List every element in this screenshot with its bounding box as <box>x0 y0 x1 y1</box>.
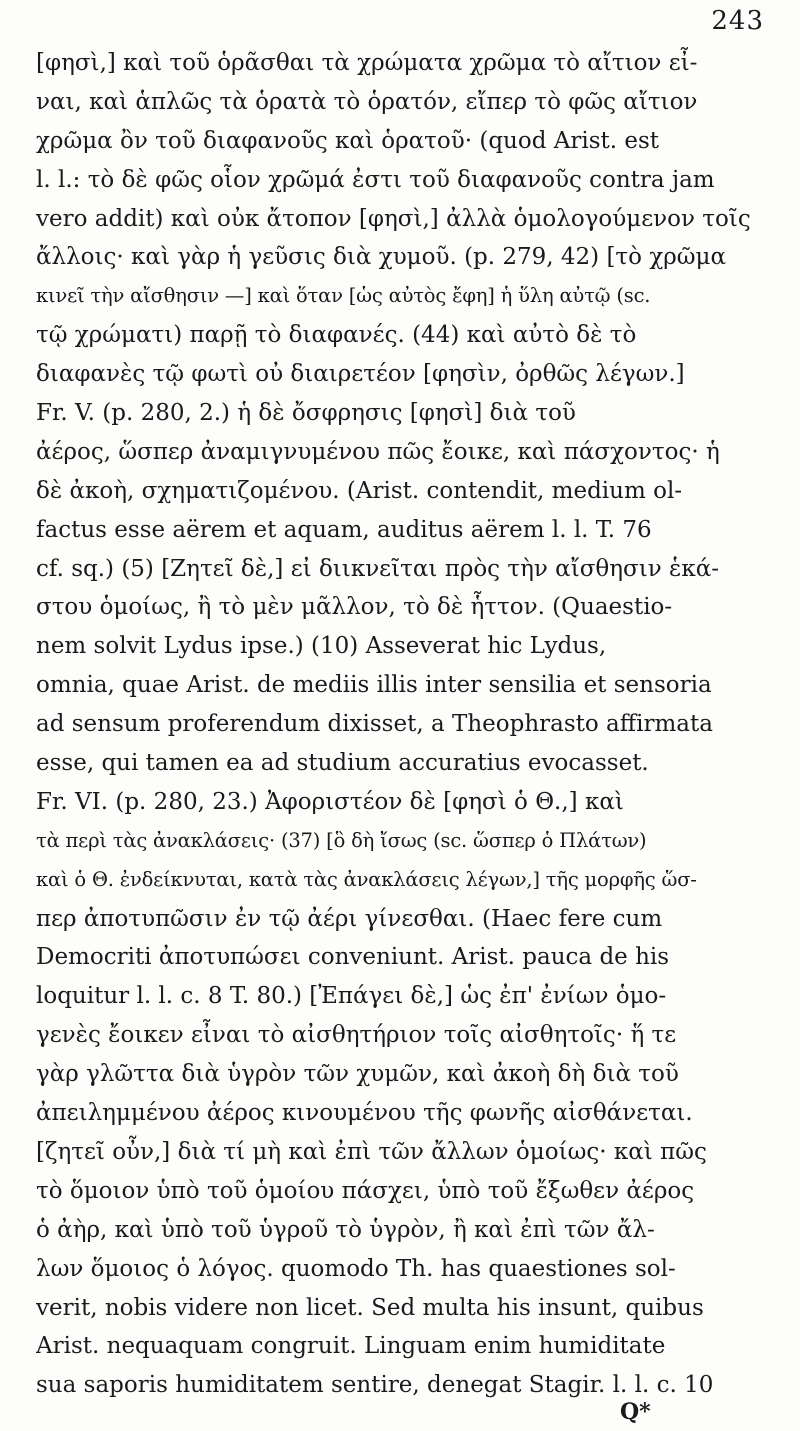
text-line: περ ἀποτυπῶσιν ἐν τῷ ἀέρι γίνεσθαι. (Haec fere cum <box>36 905 663 932</box>
text-line: Fr. VI. (p. 280, 23.) Ἀφοριστέον δὲ [φησὶ ὁ Θ.,] καὶ <box>36 788 624 815</box>
text-line: Arist. nequaquam congruit. Linguam enim humiditate <box>36 1333 666 1360</box>
text-line: l. l.: τὸ δὲ φῶς οἷον χρῶμά ἐστι τοῦ διαφανοῦς contra jam <box>36 166 715 193</box>
text-line: Fr. V. (p. 280, 2.) ἡ δὲ ὄσφρησις [φησὶ] διὰ τοῦ <box>36 400 576 427</box>
text-line: ἀέρος, ὥσπερ ἀναμιγνυμένου πῶς ἔοικε, καὶ πάσχοντος· ἡ <box>36 438 720 465</box>
text-line: γενὲς ἔοικεν εἶναι τὸ αἰσθητήριον τοῖς αἰσθητοῖς· ἥ τε <box>36 1022 677 1049</box>
text-line: ναι, καὶ ἁπλῶς τὰ ὁρατὰ τὸ ὁρατόν, εἴπερ τὸ φῶς αἴτιον <box>36 88 698 115</box>
text-line: διαφανὲς τῷ φωτὶ οὐ διαιρετέον [φησὶν, ὀρθῶς λέγων.] <box>36 361 685 388</box>
text-line: δὲ ἀκοὴ, σχηματιζομένου. (Arist. contendit, medium ol- <box>36 477 683 504</box>
text-line: στου ὁμοίως, ἢ τὸ μὲν μᾶλλον, τὸ δὲ ἧττον. (Quaestio- <box>36 594 673 621</box>
text-line: esse, qui tamen ea ad studium accuratius evocasset. <box>36 750 649 777</box>
text-line: χρῶμα ὂν τοῦ διαφανοῦς καὶ ὁρατοῦ· (quod Arist. est <box>36 127 660 154</box>
text-line: ὁ ἀὴρ, καὶ ὑπὸ τοῦ ὑγροῦ τὸ ὑγρὸν, ἢ καὶ ἐπὶ τῶν ἄλ- <box>36 1216 655 1243</box>
text-line: vero addit) καὶ οὐκ ἄτοπον [φησὶ,] ἀλλὰ ὁμολογούμενον τοῖς <box>36 205 751 232</box>
text-line: γὰρ γλῶττα διὰ ὑγρὸν τῶν χυμῶν, καὶ ἀκοὴ δὴ διὰ τοῦ <box>36 1061 679 1088</box>
text-line: τὸ ὅμοιον ὑπὸ τοῦ ὁμοίου πάσχει, ὑπὸ τοῦ ἔξωθεν ἀέρος <box>36 1177 695 1204</box>
text-line: omnia, quae Arist. de mediis illis inter sensilia et sensoria <box>36 672 712 699</box>
text-line: ἄλλοις· καὶ γὰρ ἡ γεῦσις διὰ χυμοῦ. (p. 279, 42) [τὸ χρῶμα <box>36 244 727 271</box>
signature-mark: Q* <box>620 1399 651 1425</box>
text-line: τὰ περὶ τὰς ἀνακλάσεις· (37) [ὃ δὴ ἴσως (sc. ὥσπερ ὁ Πλάτων) <box>36 828 647 852</box>
text-line: Democriti ἀποτυπώσει conveniunt. Arist. pauca de his <box>36 944 670 971</box>
text-line: καὶ ὁ Θ. ἐνδείκνυται, κατὰ τὰς ἀνακλάσεις λέγων,] τῆς μορφῆς ὥσ- <box>36 867 697 891</box>
text-line: τῷ χρώματι) παρῇ τὸ διαφανές. (44) καὶ αὐτὸ δὲ τὸ <box>36 322 637 349</box>
text-line: verit, nobis videre non licet. Sed multa his insunt, quibus <box>36 1294 704 1321</box>
text-line: ad sensum proferendum dixisset, a Theophrasto affirmata <box>36 711 713 738</box>
text-line: λων ὅμοιος ὁ λόγος. quomodo Th. has quaestiones sol- <box>36 1255 676 1282</box>
text-line: κινεῖ τὴν αἴσθησιν —] καὶ ὅταν [ὡς αὐτὸς ἔφη] ἡ ὕλη αὐτῷ (sc. <box>36 284 651 308</box>
text-line: cf. sq.) (5) [Ζητεῖ δὲ,] εἰ διικνεῖται πρὸς τὴν αἴσθησιν ἑκά- <box>36 555 720 582</box>
text-line: loquitur l. l. c. 8 T. 80.) [Ἐπάγει δὲ,] ὡς ἐπ' ἐνίων ὁμο- <box>36 983 667 1010</box>
text-line: [ζητεῖ οὖν,] διὰ τί μὴ καὶ ἐπὶ τῶν ἄλλων ὁμοίως· καὶ πῶς <box>36 1138 707 1165</box>
text-line: [φησὶ,] καὶ τοῦ ὁρᾶσθαι τὰ χρώματα χρῶμα τὸ αἴτιον εἶ- <box>36 50 698 76</box>
text-line: sua saporis humiditatem sentire, denegat Stagir. l. l. c. 10 <box>36 1372 714 1399</box>
page-number: 243 <box>711 6 764 36</box>
text-line: nem solvit Lydus ipse.) (10) Asseverat hic Lydus, <box>36 633 607 660</box>
text-line: factus esse aërem et aquam, auditus aërem l. l. T. 76 <box>36 516 652 543</box>
body-text <box>36 44 772 1405</box>
text-line: ἀπειλημμένου ἀέρος κινουμένου τῆς φωνῆς αἰσθάνεται. <box>36 1100 693 1127</box>
